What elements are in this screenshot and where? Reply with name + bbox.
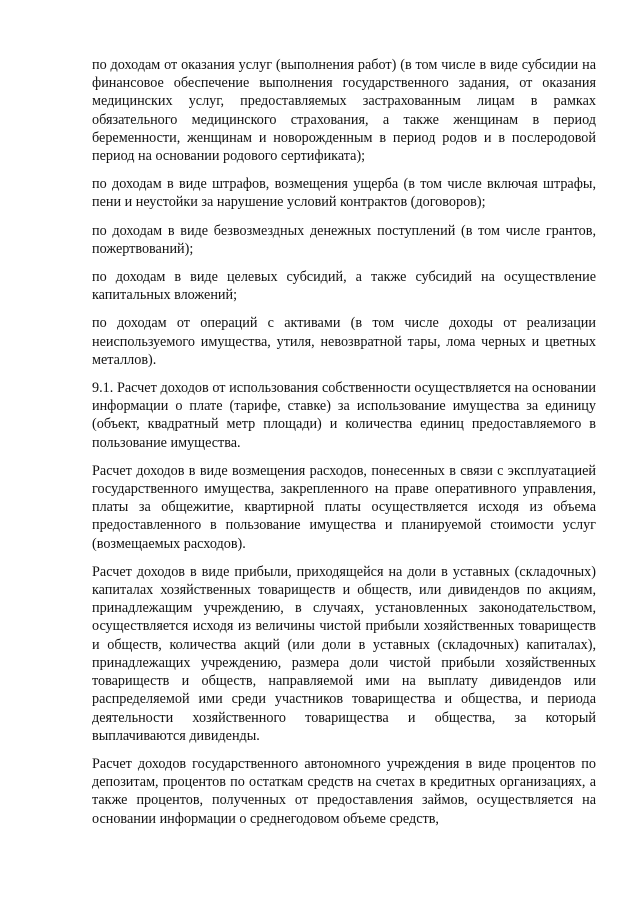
paragraph-property-use-calc: 9.1. Расчет доходов от использования собственности осуществляется на основании информации о плате (тарифе, ставке) за использование имущества за единицу (объект, квадратный метр площади) и количества единиц предоставляемого в пользование имущества.	[92, 380, 596, 451]
paragraph-interest-calc: Расчет доходов государственного автономного учреждения в виде процентов по депозитам, процентов по остаткам средств на счетах в кредитных организациях, а также процентов, полученных от предоставления займов, осуществляется на основании информации о среднегодовом объеме средств,	[92, 755, 596, 827]
paragraph-fines-income: по доходам в виде штрафов, возмещения ущерба (в том числе включая штрафы, пени и неустойки за нарушение условий контрактов (договоров);	[92, 176, 596, 211]
paragraph-subsidies-income: по доходам в виде целевых субсидий, а также субсидий на осуществление капитальных вложений;	[92, 269, 596, 304]
paragraph-dividends-calc: Расчет доходов в виде прибыли, приходящейся на доли в уставных (складочных) капиталах хозяйственных товариществ и обществ, или дивидендов по акциям, принадлежащим учреждению, в случаях, установленных законодательством, осуществляется исходя из величины чистой прибыли хозяйственных товариществ и обществ, количества акций (или доли в уставных (складочных) капиталах), принадлежащих учреждению, размера доли чистой прибыли хозяйственных товариществ и обществ, направляемой ими на выплату дивидендов или распределяемой ими среди участников товарищества и общества, и периода деятельности хозяйственного товарищества и общества, за который выплачиваются дивиденды.	[92, 563, 596, 744]
paragraph-grants-income: по доходам в виде безвозмездных денежных поступлений (в том числе грантов, пожертвований);	[92, 222, 596, 257]
paragraph-services-income: по доходам от оказания услуг (выполнения работ) (в том числе в виде субсидии на финансовое обеспечение выполнения государственного задания, от оказания медицинских услуг, предоставляемых застрахованным лицам в рамках обязательного медицинского страхования, а также женщинам в период беременности, женщинам и новорожденным в период родов и в послеродовой период на основании родового сертификата);	[92, 57, 596, 165]
document-page	[92, 56, 596, 838]
paragraph-assets-income: по доходам от операций с активами (в том числе доходы от реализации неиспользуемого имущества, утиля, невозвратной тары, лома черных и цветных металлов).	[92, 315, 596, 368]
paragraph-expense-reimbursement-calc: Расчет доходов в виде возмещения расходов, понесенных в связи с эксплуатацией государственного имущества, закрепленного на праве оперативного управления, платы за общежитие, квартирной платы осуществляется исходя из объема предоставленного в пользование имущества и планируемой стоимости услуг (возмещаемых расходов).	[92, 462, 596, 552]
